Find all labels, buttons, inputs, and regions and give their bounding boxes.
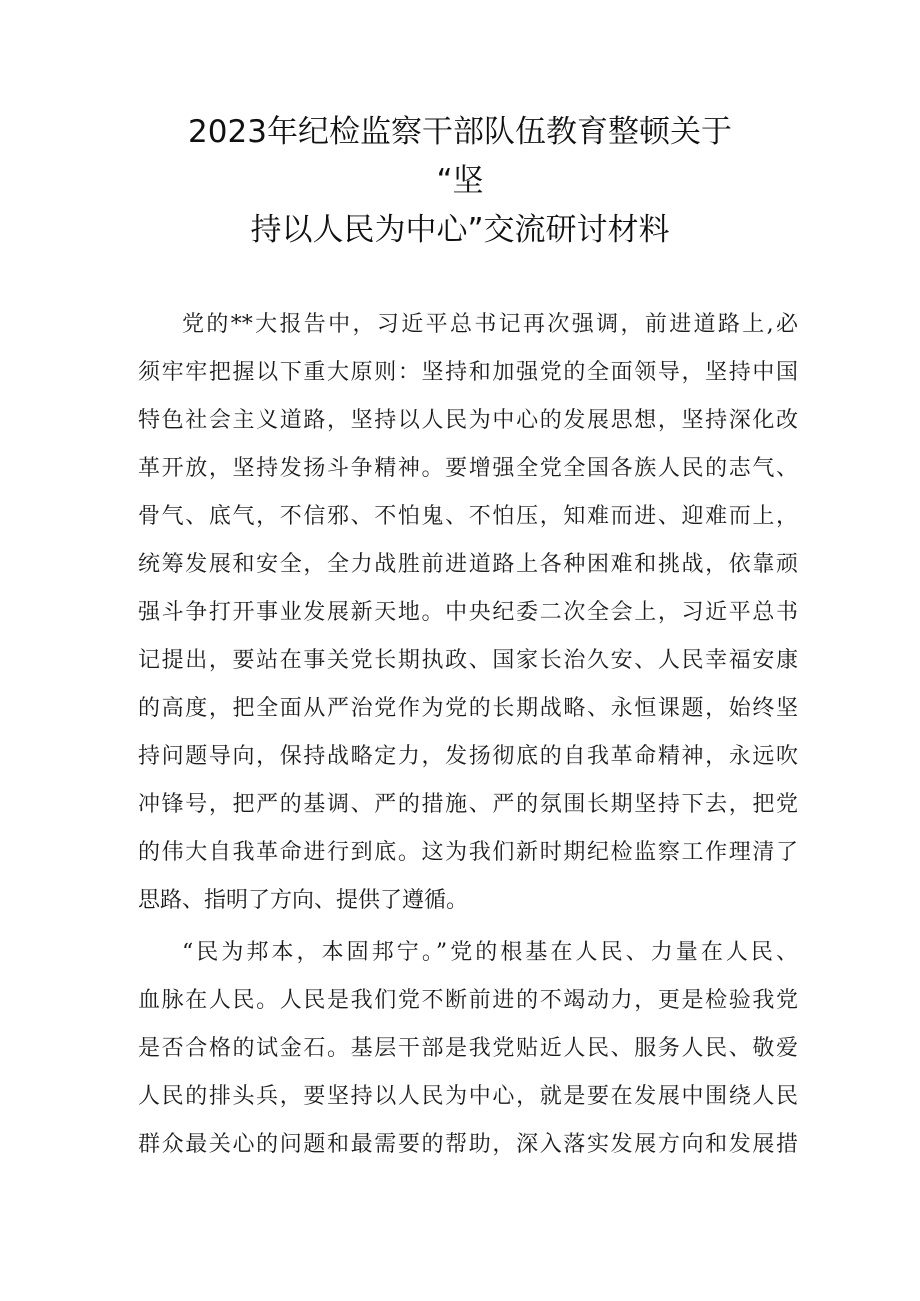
paragraph-1-line: 革开放，坚持发扬斗争精神。要增强全党全国各族人民的志气、 — [138, 456, 798, 481]
paragraph-2-line: 群众最关心的问题和最需要的帮助，深入落实发展方向和发展措 — [138, 1132, 798, 1157]
paragraph-2-line: 血脉在人民。人民是我们党不断前进的不竭动力，更是检验我党 — [138, 988, 798, 1013]
document-title-line-1: 2023年纪检监察干部队伍教育整顿关于 — [188, 114, 732, 150]
paragraph-1-line: 特色社会主义道路，坚持以人民为中心的发展思想，坚持深化改 — [138, 408, 798, 433]
paragraph-1-line: 的伟大自我革命进行到底。这为我们新时期纪检监察工作理清了 — [138, 840, 798, 865]
paragraph-2-line: 人民的排头兵，要坚持以人民为中心，就是要在发展中围绕人民 — [138, 1084, 798, 1109]
paragraph-1-line: 骨气、底气，不信邪、不怕鬼、不怕压，知难而进、迎难而上， — [138, 504, 798, 529]
paragraph-1-line: 党的**大报告中，习近平总书记再次强调，前进道路上,必 — [182, 312, 798, 337]
paragraph-1-line: 统筹发展和安全，全力战胜前进道路上各种困难和挑战，依靠顽 — [138, 552, 798, 577]
paragraph-2-line: “民为邦本，本固邦宁。”党的根基在人民、力量在人民、 — [182, 940, 798, 965]
paragraph-1-line: 冲锋号，把严的基调、严的措施、严的氛围长期坚持下去，把党 — [138, 792, 798, 817]
paragraph-2-line: 是否合格的试金石。基层干部是我党贴近人民、服务人民、敬爱 — [138, 1036, 798, 1061]
paragraph-1-line: 思路、指明了方向、提供了遵循。 — [138, 888, 469, 913]
document-title-line-3: 持以人民为中心”交流研讨材料 — [250, 212, 670, 248]
document-title-line-2: “坚 — [436, 163, 484, 199]
paragraph-1-line: 强斗争打开事业发展新天地。中央纪委二次全会上，习近平总书 — [138, 600, 798, 625]
paragraph-1-line: 须牢牢把握以下重大原则：坚持和加强党的全面领导，坚持中国 — [138, 360, 798, 385]
paragraph-1-line: 的高度，把全面从严治党作为党的长期战略、永恒课题，始终坚 — [138, 696, 798, 721]
paragraph-1-line: 记提出，要站在事关党长期执政、国家长治久安、人民幸福安康 — [138, 648, 798, 673]
paragraph-1-line: 持问题导向，保持战略定力，发扬彻底的自我革命精神，永远吹 — [138, 744, 798, 769]
